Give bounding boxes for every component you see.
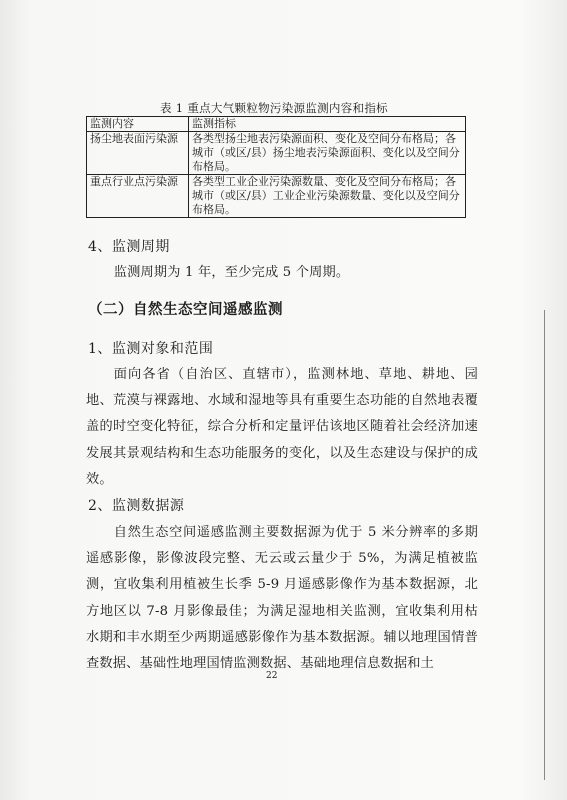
table-cell-indicator: 各类型工业企业污染源数量、变化及空间分布格局；各城市（或区/县）工业企业污染源数量、变化以及空间分布格局。 [189, 175, 466, 218]
page-number: 22 [266, 671, 278, 681]
table-header-indicator: 监测指标 [189, 117, 466, 132]
table-cell-indicator: 各类型扬尘地表污染源面积、变化及空间分布格局；各城市（或区/县）扬尘地表污染源面积、变化以及空间分布格局。 [189, 132, 466, 175]
table-header-row [87, 117, 466, 132]
heading-data-source: 2、监测数据源 [88, 498, 185, 514]
table-caption: 表 1 重点大气颗粒物污染源监测内容和指标 [160, 101, 388, 115]
table-cell-content: 扬尘地表面污染源 [87, 132, 189, 175]
paragraph-data-source: 自然生态空间遥感监测主要数据源为优于 5 米分辨率的多期遥感影像，影像波段完整、无云或云量少于 5%，为满足植被监测，宜收集利用植被生长季 5-9 月遥感影像作为基本数据源，北方地区以 7-8 月影像最佳；为满足湿地相关监测，宜收集利用枯水期和丰水期至少两期遥感影像作为基本数据源。辅以地理国情普查数据、基础性地理国情监测数据、基础地理信息数据和土 [86, 525, 478, 672]
table-row [87, 175, 466, 218]
table-header-content: 监测内容 [87, 117, 189, 132]
paragraph-monitoring-period: 监测周期为 1 年，至少完成 5 个周期。 [113, 265, 350, 280]
scan-edge-line [544, 310, 545, 780]
table-row [87, 132, 466, 175]
table-cell-content: 重点行业点污染源 [87, 175, 189, 218]
heading-monitoring-period: 4、监测周期 [88, 239, 170, 255]
heading-monitoring-scope: 1、监测对象和范围 [88, 341, 214, 357]
monitoring-table [86, 116, 466, 218]
paragraph-monitoring-scope: 面向各省（自治区、直辖市），监测林地、草地、耕地、园地、荒漠与裸露地、水域和湿地等具有重要生态功能的自然地表覆盖的时空变化特征，综合分析和定量评估该地区随着社会经济加速发展其景观结构和生态功能服务的变化，以及生态建设与保护的成效。 [86, 367, 478, 487]
section-heading-ecological-monitoring: （二）自然生态空间遥感监测 [88, 302, 283, 318]
